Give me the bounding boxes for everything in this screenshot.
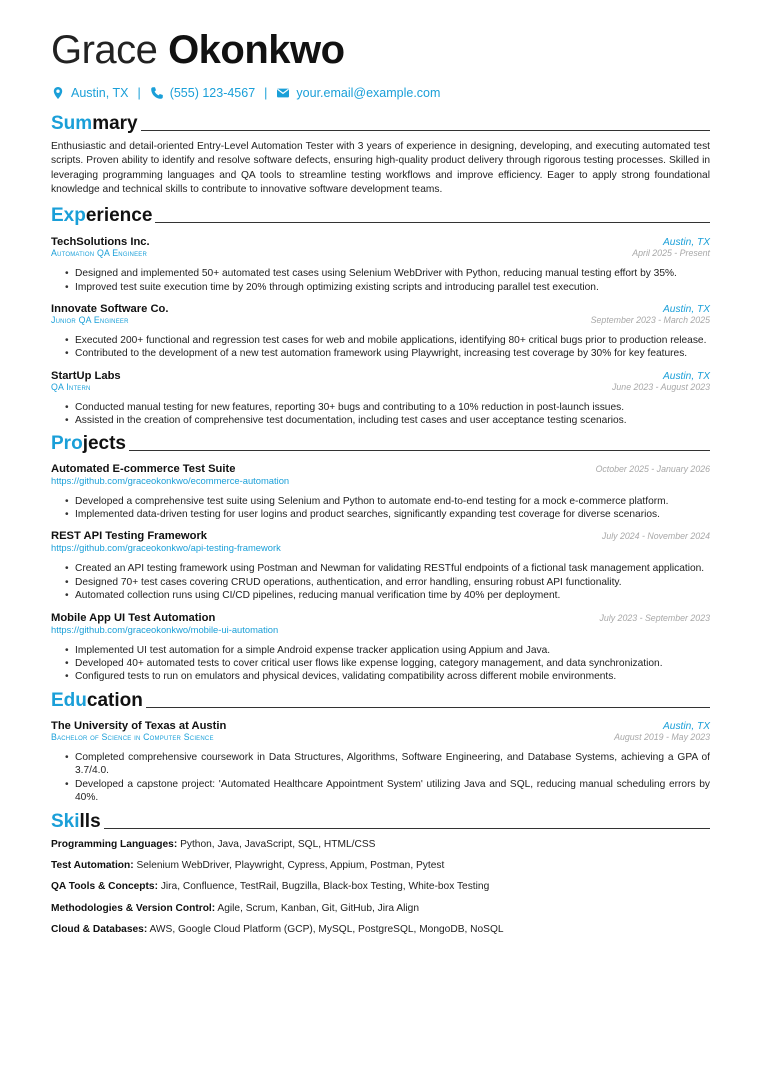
project-title: REST API Testing Framework — [51, 530, 208, 543]
phone-icon — [150, 86, 164, 100]
summary-section-header — [51, 113, 710, 135]
entry-dates: August 2019 - May 2023 — [614, 731, 710, 742]
bullet-list — [51, 334, 710, 361]
section-title — [51, 433, 126, 455]
bullet-item: • Conducted manual testing for new features, reporting 30+ bugs and contributing to a 10% reduction in post-launch issues. — [75, 401, 710, 414]
experience-entry — [51, 370, 710, 428]
entry-location: Austin, TX — [663, 370, 710, 382]
project-entry — [51, 530, 710, 602]
skill-row — [51, 880, 710, 894]
skill-row — [51, 838, 710, 852]
bullet-item: • Developed a capstone project: 'Automated Healthcare Appointment System' utilizing Java and SQL, reducing manual scheduling errors by 40%. — [75, 778, 710, 805]
entry-dates: July 2023 - September 2023 — [599, 612, 710, 623]
entry-location: Austin, TX — [663, 237, 710, 249]
section-divider — [129, 450, 710, 451]
skill-label: Programming Languages: — [51, 838, 178, 850]
section-title — [51, 811, 101, 833]
bullet-item: • Designed and implemented 50+ automated test cases using Selenium WebDriver with Python, reducing manual testing effort by 35%. — [75, 267, 710, 280]
location-text: Austin, TX — [71, 86, 129, 100]
location-pin-icon — [51, 86, 65, 100]
bullet-item: • Assisted in the creation of comprehensive test documentation, including test cases and user acceptance testing scenarios. — [75, 414, 710, 427]
bullet-list — [51, 267, 710, 294]
experience-entry — [51, 303, 710, 361]
job-role: QA Intern — [51, 381, 91, 392]
project-link[interactable]: https://github.com/graceokonkwo/mobile-ui-automation — [51, 623, 279, 635]
company-name: TechSolutions Inc. — [51, 236, 150, 249]
bullet-item: • Improved test suite execution time by 20% through optimizing existing scripts and introducing parallel test execution. — [75, 281, 710, 294]
bullet-item: • Developed a comprehensive test suite using Selenium and Python to automate end-to-end testing for a mock e-commerce platform. — [75, 495, 710, 508]
contact-bar — [51, 84, 710, 102]
contact-separator: | — [264, 86, 268, 100]
bullet-list — [51, 644, 710, 684]
project-title: Automated E-commerce Test Suite — [51, 462, 236, 475]
skill-label: Cloud & Databases: — [51, 924, 148, 936]
bullet-item: • Automated collection runs using CI/CD pipelines, reducing manual verification time by 40% per deployment. — [75, 589, 710, 602]
phone-text[interactable]: (555) 123-4567 — [169, 86, 256, 100]
email-link[interactable]: your.email@example.com — [296, 86, 441, 100]
section-title-accent: Sum — [51, 113, 93, 134]
section-title-rest: mary — [92, 113, 138, 134]
education-entry — [51, 720, 710, 805]
skill-label: Methodologies & Version Control: — [51, 902, 216, 914]
bullet-list — [51, 401, 710, 428]
entry-location: Austin, TX — [663, 720, 710, 732]
section-title — [51, 205, 152, 227]
contact-location — [51, 86, 128, 100]
project-title: Mobile App UI Test Automation — [51, 611, 216, 624]
school-name: The University of Texas at Austin — [51, 719, 227, 732]
job-role: Junior QA Engineer — [51, 315, 129, 325]
project-entry — [51, 612, 710, 684]
skill-value: Python, Java, JavaScript, SQL, HTML/CSS — [180, 838, 376, 850]
entry-dates: June 2023 - August 2023 — [612, 381, 710, 392]
section-divider — [146, 707, 710, 708]
bullet-item: • Completed comprehensive coursework in Data Structures, Algorithms, Software Engineering, and Database Systems, achieving a GPA of 3.7/4.0. — [75, 751, 710, 778]
entry-location: Austin, TX — [663, 304, 710, 315]
skill-row — [51, 859, 710, 873]
skill-label: QA Tools & Concepts: — [51, 881, 158, 893]
project-link[interactable]: https://github.com/graceokonkwo/api-testing-framework — [51, 542, 281, 554]
envelope-icon — [276, 86, 290, 100]
section-title-accent: Pro — [51, 432, 83, 454]
skill-row — [51, 902, 710, 916]
entry-dates: October 2025 - January 2026 — [595, 463, 710, 474]
entry-dates: September 2023 - March 2025 — [590, 315, 710, 325]
skill-row — [51, 923, 710, 937]
bullet-list — [51, 495, 710, 522]
company-name: StartUp Labs — [51, 369, 121, 382]
section-divider — [104, 828, 710, 829]
degree: Bachelor of Science in Computer Science — [51, 731, 214, 742]
project-entry — [51, 463, 710, 522]
contact-separator: | — [137, 86, 141, 100]
skill-value: AWS, Google Cloud Platform (GCP), MySQL, PostgreSQL, MongoDB, NoSQL — [149, 924, 504, 936]
project-link[interactable]: https://github.com/graceokonkwo/ecommerce-automation — [51, 474, 290, 486]
skill-value: Jira, Confluence, TestRail, Bugzilla, Black-box Testing, White-box Testing — [160, 881, 490, 893]
entry-dates: July 2024 - November 2024 — [601, 531, 710, 542]
first-name: Grace — [51, 28, 158, 72]
skills-list — [51, 838, 710, 938]
resume-page — [51, 26, 710, 944]
skill-value: Agile, Scrum, Kanban, Git, GitHub, Jira Align — [217, 902, 419, 914]
section-title-rest: lls — [79, 810, 101, 832]
skill-label: Test Automation: — [51, 859, 134, 871]
bullet-item: • Designed 70+ test cases covering CRUD operations, authentication, and error handling, ensuring robust API functionality. — [75, 576, 710, 589]
contact-phone[interactable] — [150, 86, 255, 100]
education-section-header — [51, 690, 710, 712]
job-role: Automation QA Engineer — [51, 248, 148, 259]
bullet-item: • Created an API testing framework using Postman and Newman for validating RESTful endpoints of a fictional task management application. — [75, 562, 710, 575]
bullet-item: • Developed 40+ automated tests to cover critical user flows like expense logging, category management, and data synchronization. — [75, 657, 710, 670]
last-name: Okonkwo — [168, 28, 345, 72]
section-title-accent: Edu — [51, 689, 87, 711]
candidate-name — [51, 26, 710, 74]
entry-dates: April 2025 - Present — [632, 248, 710, 259]
section-title — [51, 690, 143, 712]
bullet-list — [51, 562, 710, 602]
skill-value: Selenium WebDriver, Playwright, Cypress, Appium, Postman, Pytest — [136, 859, 445, 871]
section-divider — [141, 130, 710, 131]
bullet-item: • Executed 200+ functional and regression test cases for web and mobile applications, identifying 80+ critical bugs prior to production release. — [75, 334, 710, 347]
bullet-item: • Implemented UI test automation for a simple Android expense tracker application using Appium and Java. — [75, 644, 710, 657]
section-title-rest: cation — [86, 689, 143, 711]
section-title-rest: erience — [85, 205, 153, 227]
section-title — [51, 113, 138, 135]
section-title-accent: Ski — [51, 810, 80, 832]
bullet-item: • Configured tests to run on emulators and physical devices, validating compatibility across different mobile environments. — [75, 670, 710, 683]
projects-section-header — [51, 433, 710, 455]
company-name: Innovate Software Co. — [51, 303, 169, 315]
bullet-list — [51, 751, 710, 805]
summary-text: Enthusiastic and detail-oriented Entry-Level Automation Tester with 3 years of experience in designing, developing, and executing automated test scripts. Proven ability to identify and resolve software defects, ensuring high-quality product delivery through rigorous testing processes. Skilled in leveraging programming languages and QA tools to streamline testing workflows and improve efficiency. Eager to apply strong foundational knowledge and technical skills to contribute to innovative software development teams. — [51, 141, 710, 195]
section-divider — [155, 222, 710, 223]
contact-email[interactable] — [276, 86, 440, 100]
experience-section-header — [51, 205, 710, 227]
section-title-accent: Exp — [51, 205, 86, 227]
experience-entry — [51, 236, 710, 294]
skills-section-header — [51, 811, 710, 833]
bullet-item: • Contributed to the development of a new test automation framework using Playwright, increasing test coverage by 30% for key features. — [75, 347, 710, 360]
bullet-item: • Implemented data-driven testing for user logins and product searches, significantly expanding test coverage for diverse scenarios. — [75, 508, 710, 521]
section-title-rest: jects — [82, 432, 126, 454]
